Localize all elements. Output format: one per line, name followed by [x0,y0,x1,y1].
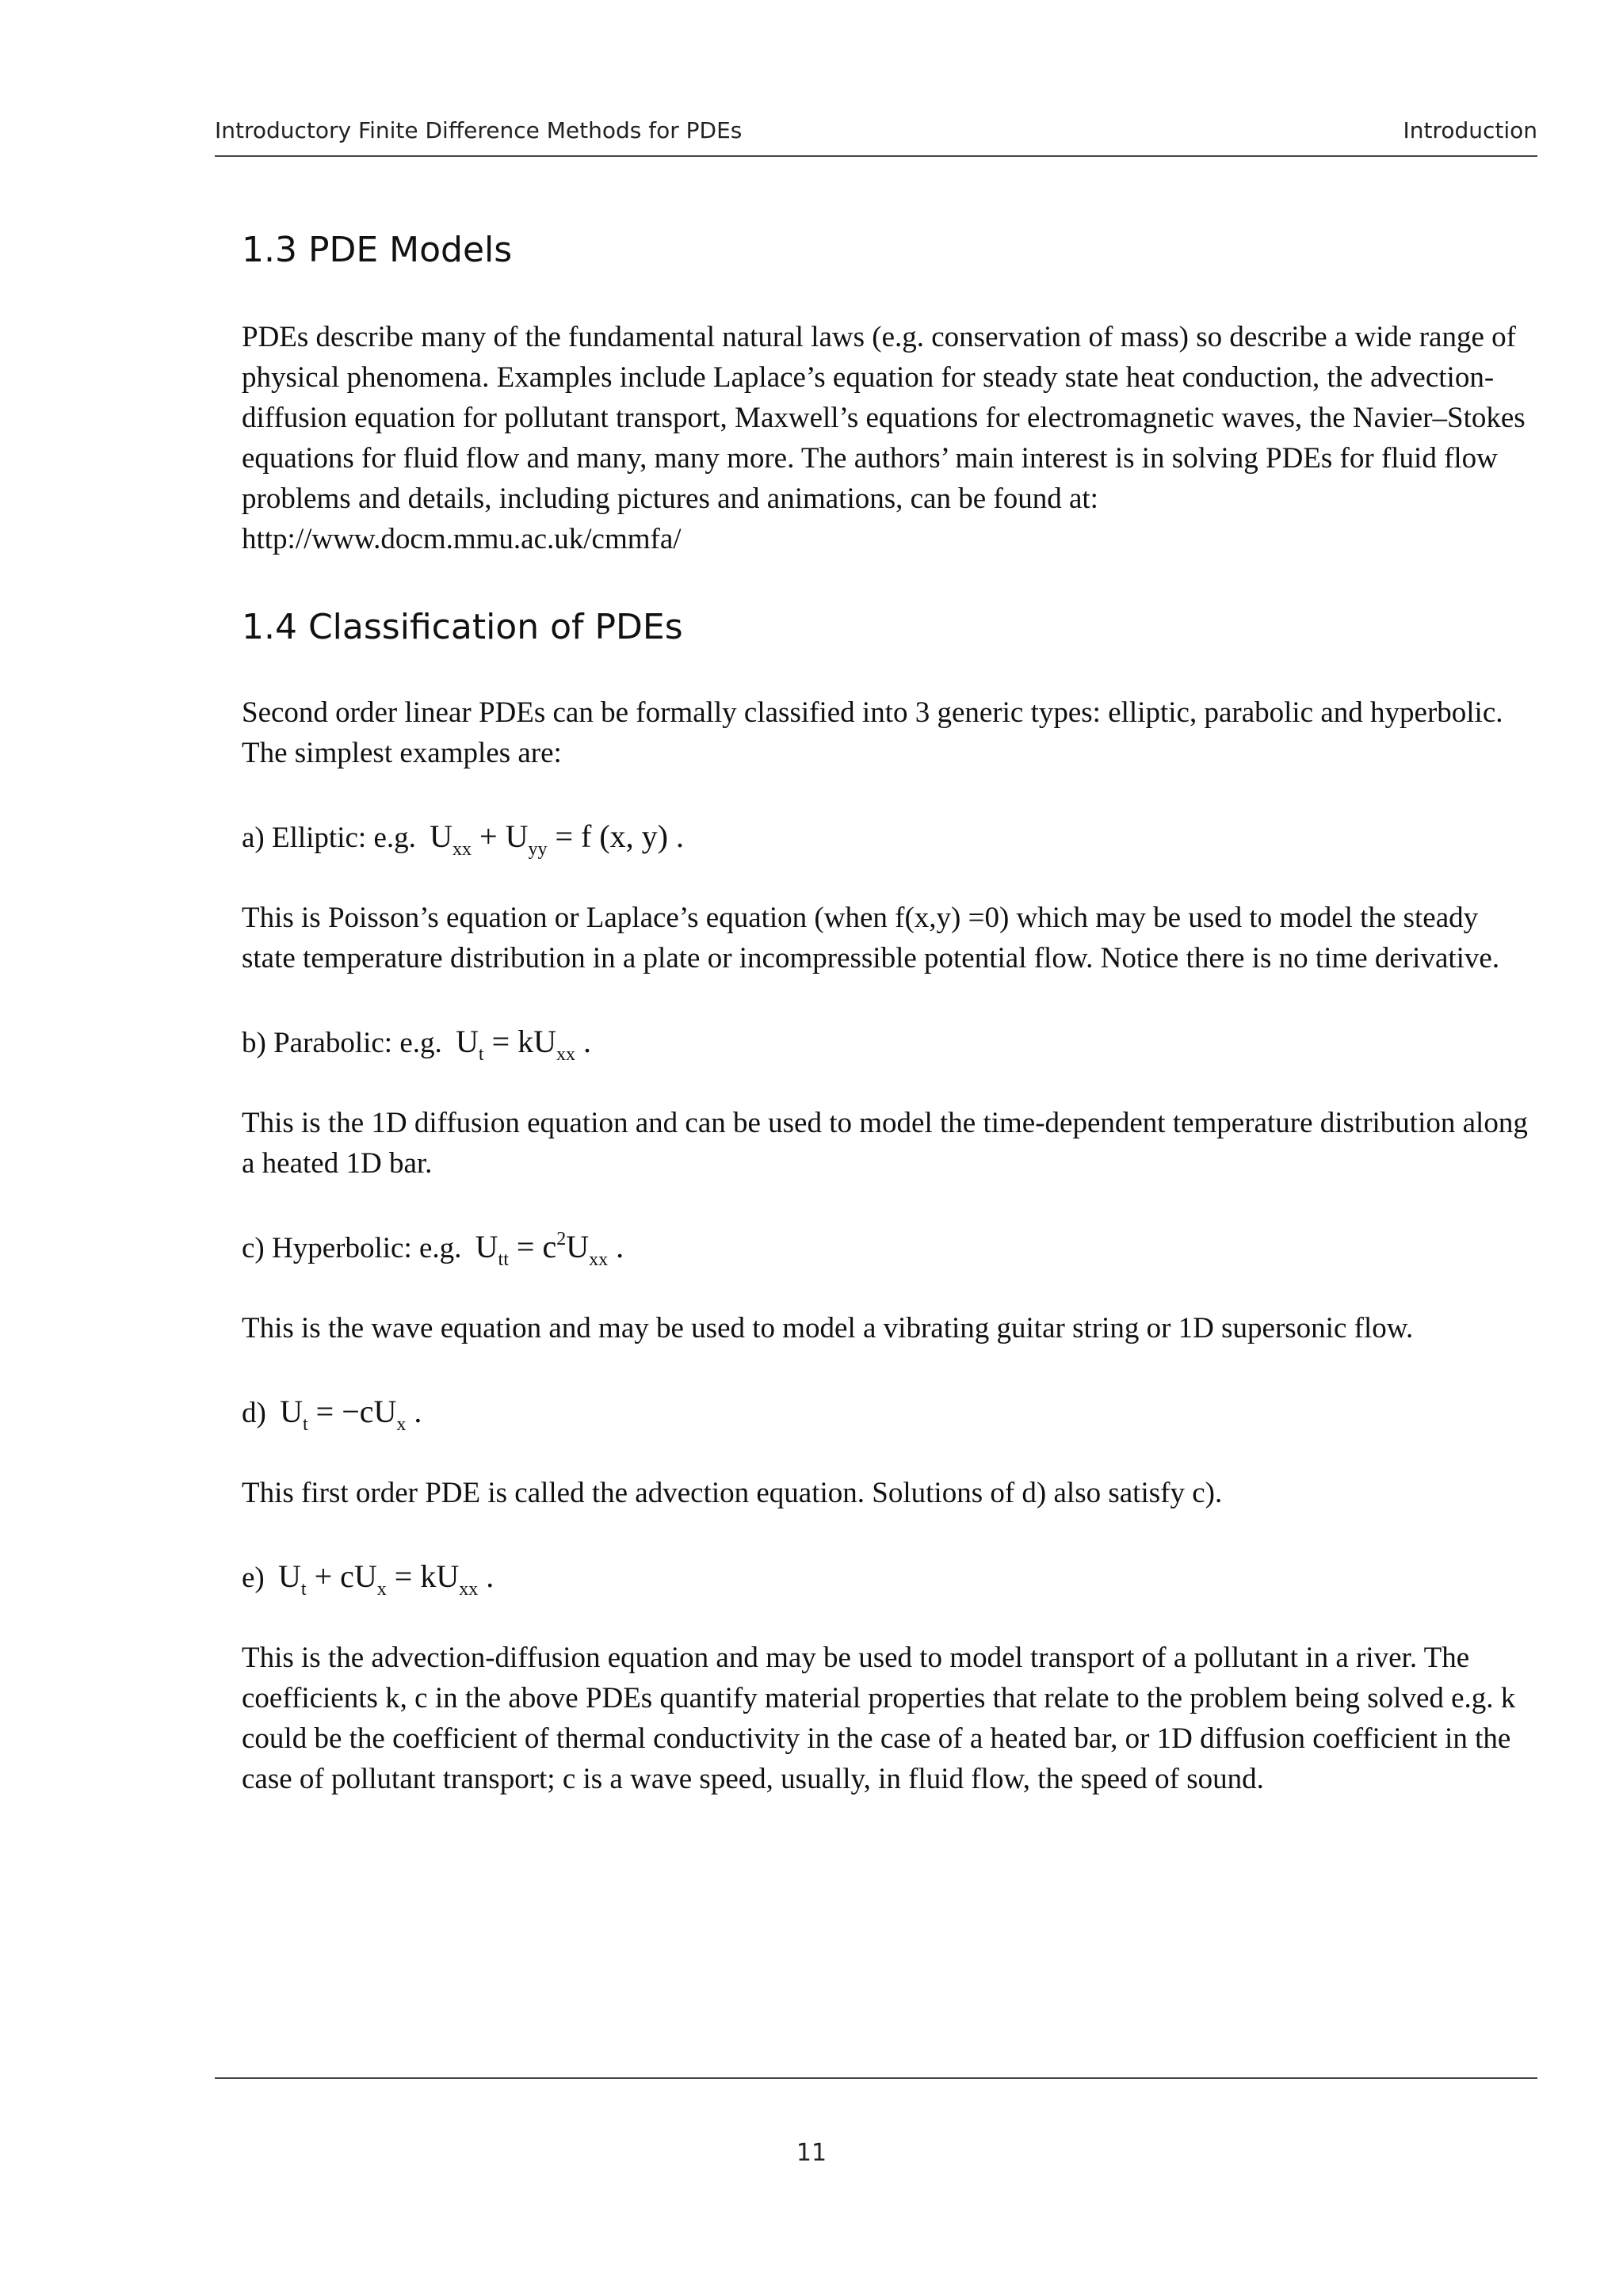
equation-a-description: This is Poisson’s equation or Laplace’s equation (when f(x,y) =0) which may be used to model the steady state temperature distribution in a plate or incompressible potential flow. Notice there is no time derivative. [242,902,1500,974]
footer-divider [215,2077,1537,2079]
equation-e-label: e) [242,1562,265,1594]
header-chapter-title: Introduction [1403,117,1537,143]
equation-d-formula: $U_t = -cU_x$ . [280,1394,422,1435]
section-paragraph-pde-models: PDEs describe many of the fundamental natural laws (e.g. conservation of mass) so describe a wide range of physical phenomena. Examples include Laplace’s equation for steady state heat conduction, the advection-diffusion equation for pollutant transport, Maxwell’s equations for electromagnetic waves, the Navier–Stokes equations for fluid flow and many, many more. The authors’ main interest is in solving PDEs for fluid flow problems and details, including pictures and animations, can be found at: http://www.docm.mmu.ac.uk/cmmfa/ [242,321,1526,555]
equation-b-label: b) Parabolic: e.g. [242,1027,442,1059]
section-heading-classification: 1.4 Classification of PDEs [242,607,683,647]
equation-c-label: c) Hyperbolic: e.g. [242,1232,462,1264]
page-number: 11 [796,2139,827,2167]
page-header [215,111,1537,157]
header-book-title: Introductory Finite Difference Methods for PDEs [215,117,743,143]
equation-d-line [242,1391,1537,1433]
equation-a-formula: $U_{xx} + U_{yy} = f$ (x, y) . [430,818,684,860]
equation-c-line [242,1226,1537,1268]
equation-c-formula: $U_{tt} = c^2U_{xx}$ . [475,1229,624,1270]
equation-d-label: d) [242,1397,266,1429]
section-heading-pde-models: 1.3 PDE Models [242,230,513,270]
equation-b-line [242,1021,1537,1063]
equation-a-label: a) Elliptic: e.g. [242,822,416,854]
equation-b-formula: $U_t = kU_{xx}$ . [456,1024,592,1065]
equation-b-description: This is the 1D diffusion equation and can be used to model the time-dependent temperature distribution along a heated 1D bar. [242,1107,1528,1180]
equation-d-description: This first order PDE is called the advection equation. Solutions of d) also satisfy c). [242,1477,1223,1509]
equation-e-line [242,1556,1537,1598]
equation-c-description: This is the wave equation and may be used to model a vibrating guitar string or 1D supersonic flow. [242,1312,1414,1344]
equation-a-line [242,816,1537,858]
equation-e-description: This is the advection-diffusion equation and may be used to model transport of a pollutant in a river. The coefficients k, c in the above PDEs quantify material properties that relate to the problem being solved e.g. k could be the coefficient of thermal conductivity in the case of a heated bar, or 1D diffusion coefficient in the case of pollutant transport; c is a wave speed, usually, in fluid flow, the speed of sound. [242,1642,1516,1795]
page-content [242,222,1537,1799]
equation-e-formula: $U_t + cU_x = kU_{xx}$ . [278,1558,495,1600]
section-paragraph-classification: Second order linear PDEs can be formally classified into 3 generic types: elliptic, parabolic and hyperbolic. The simplest examples are: [242,696,1503,769]
